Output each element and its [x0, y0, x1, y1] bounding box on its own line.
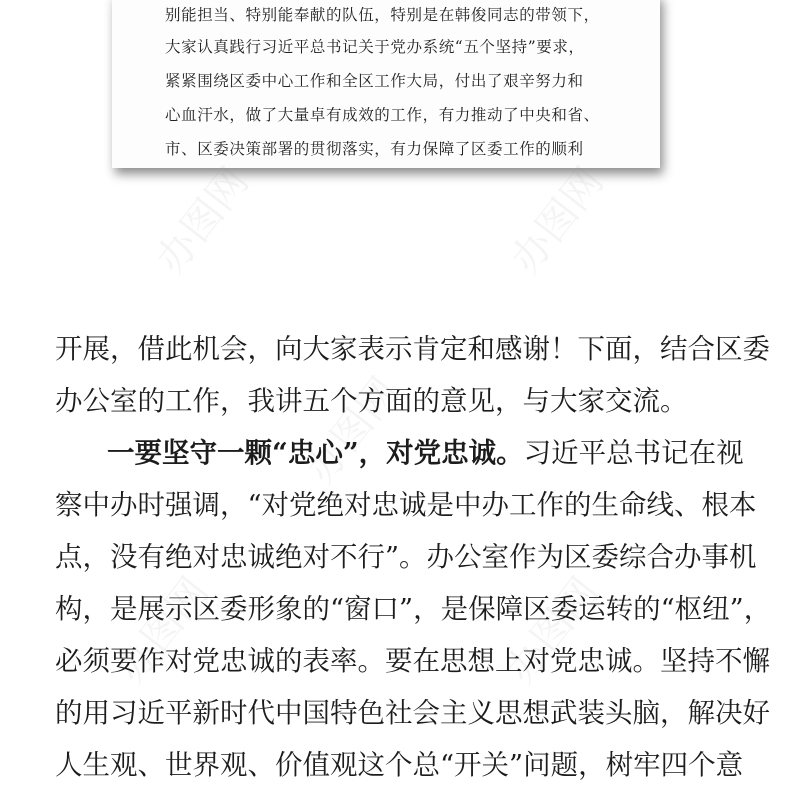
body-line: 点，没有绝对忠诚绝对不行”。办公室作为区委综合办事机 — [55, 541, 757, 573]
watermark: 办图网 — [297, 369, 408, 493]
body-line: 办公室的工作，我讲五个方面的意见，与大家交流。 — [55, 385, 688, 417]
section-heading: 一要坚守一颗“忠心”，对党忠诚。 — [107, 437, 524, 469]
body-text: 习近平总书记在视 — [523, 437, 744, 469]
preview-line: 市、区委决策部署的贯彻落实，有力保障了区委工作的顺利 — [165, 140, 584, 158]
body-line: 构，是展示区委形象的“窗口”，是保障区委运转的“枢纽”， — [55, 593, 772, 625]
section-paragraph-start — [107, 437, 744, 469]
watermark: 办图网 — [502, 159, 613, 283]
body-line: 人生观、世界观、价值观这个总“开关”问题，树牢四个意 — [55, 749, 744, 781]
watermark: 办图网 — [107, 569, 218, 693]
body-line: 的用习近平新时代中国特色社会主义思想武装头脑，解决好 — [55, 697, 770, 729]
preview-line: 心血汗水，做了大量卓有成效的工作，有力推动了中央和省、 — [165, 106, 600, 124]
body-line: 开展，借此机会，向大家表示肯定和感谢！下面，结合区委 — [55, 333, 770, 365]
body-line: 必须要作对党忠诚的表率。要在思想上对党忠诚。坚持不懈 — [55, 645, 770, 677]
preview-line: 大家认真践行习近平总书记关于党办系统“五个坚持”要求， — [165, 38, 585, 56]
preview-line: 别能担当、特别能奉献的队伍，特别是在韩俊同志的带领下， — [165, 6, 600, 24]
watermark: 办图网 — [497, 569, 608, 693]
preview-line: 紧紧围绕区委中心工作和全区工作大局，付出了艰辛努力和 — [165, 72, 584, 90]
body-line: 察中办时强调，“对党绝对忠诚是中办工作的生命线、根本 — [55, 489, 757, 521]
document-preview-card — [112, 0, 660, 168]
watermark: 办图网 — [147, 159, 258, 283]
